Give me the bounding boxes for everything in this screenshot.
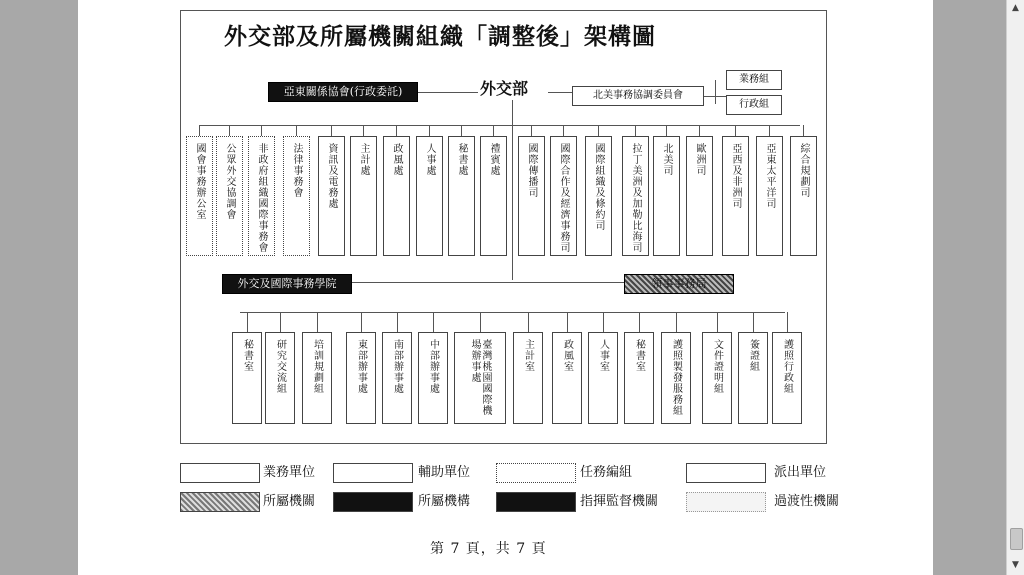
legend-swatch [180,463,260,483]
upper-unit-box [186,136,213,256]
upper-unit-box [383,136,410,256]
upper-unit-box [756,136,783,256]
committee-sub-2: 行政組 [726,95,782,115]
legend-swatch [333,463,413,483]
connector [429,125,430,136]
lower-unit-label: 中部辦事處 [427,339,439,394]
upper-unit-box [480,136,507,256]
lower-unit-box [382,332,412,424]
connector [397,312,398,332]
lower-unit-box [346,332,376,424]
scroll-up-icon[interactable]: ▲ [1012,3,1019,13]
upper-unit-box [216,136,243,256]
legend-label: 所屬機關 [263,494,316,509]
upper-unit-box [448,136,475,256]
upper-unit-box [686,136,713,256]
connector [199,125,200,136]
connector [666,125,667,136]
upper-unit-label: 亞西及非洲司 [730,143,741,209]
upper-unit-label: 歐洲司 [694,143,705,176]
upper-unit-box [416,136,443,256]
lower-unit-box [513,332,543,424]
connector [717,312,718,332]
upper-unit-label: 北美司 [661,143,672,176]
mid-left-bar: 外交及國際事務學院 [222,274,352,294]
upper-unit-label: 國際合作及經濟事務司 [558,143,569,253]
connector [280,312,281,332]
committee-box: 北美事務協調委員會 [572,86,704,106]
lower-unit-label: 護照製發服務組 [670,339,682,416]
connector [676,312,677,332]
legend-swatch [496,492,576,512]
connector [603,312,604,332]
upper-unit-label: 綜合規劃司 [798,143,809,198]
root-label: 外交部 [480,79,529,98]
connector [461,125,462,136]
lower-unit-label: 研究交流組 [274,339,286,394]
legend-swatch [180,492,260,512]
lower-unit-label: 簽證組 [747,339,759,372]
upper-unit-label: 主計處 [358,143,369,176]
lower-unit-box [624,332,654,424]
connector [261,125,262,136]
connector [563,125,564,136]
upper-unit-box [350,136,377,256]
upper-unit-label: 國會事務辦公室 [194,143,205,220]
scroll-down-icon[interactable]: ▼ [1012,560,1019,570]
connector [331,125,332,136]
connector [512,100,513,280]
upper-unit-box [790,136,817,256]
connector [480,312,481,332]
upper-unit-label: 人事處 [424,143,435,176]
connector [787,312,788,332]
upper-unit-box [622,136,649,256]
page-footer: 第 7 頁，共 7 頁 [430,541,547,557]
connector [753,312,754,332]
lower-unit-box [588,332,618,424]
connector [567,312,568,332]
upper-unit-box [550,136,577,256]
legend-swatch [686,463,766,483]
connector [769,125,770,136]
upper-unit-label: 國際傳播司 [526,143,537,198]
upper-unit-label: 秘書處 [456,143,467,176]
lower-unit-label: 臺灣桃園國際機場辦事處 [469,339,491,416]
legend-swatch [333,492,413,512]
legend-label: 過渡性機關 [774,494,840,509]
upper-unit-label: 拉丁美洲及加勒比海司 [630,143,641,253]
legend-swatch [686,492,766,512]
lower-unit-box [232,332,262,424]
lower-unit-label: 人事室 [597,339,609,372]
upper-unit-box [585,136,612,256]
upper-unit-label: 禮賓處 [488,143,499,176]
lower-unit-label: 護照行政組 [781,339,793,394]
connector [699,125,700,136]
connector [548,92,572,93]
lower-unit-box [738,332,768,424]
connector [396,125,397,136]
upper-unit-label: 國際組織及條約司 [593,143,604,231]
upper-unit-label: 公眾外交協調會 [224,143,235,220]
upper-unit-box [518,136,545,256]
legend-swatch [496,463,576,483]
lower-unit-label: 文件證明組 [711,339,723,394]
upper-unit-box [248,136,275,256]
connector [247,312,248,332]
connector [803,125,804,136]
connector [200,125,800,126]
connector [363,125,364,136]
connector [433,312,434,332]
legend-label: 業務單位 [263,465,316,480]
legend-label: 派出單位 [774,465,827,480]
lower-unit-label: 東部辦事處 [355,339,367,394]
legend-label: 任務編組 [580,465,633,480]
connector [531,125,532,136]
connector [317,312,318,332]
lower-unit-box [702,332,732,424]
connector [715,80,716,104]
lower-unit-box [265,332,295,424]
mid-right-bar: 領事事務局 [624,274,734,294]
connector [229,125,230,136]
upper-unit-label: 亞東太平洋司 [764,143,775,209]
lower-unit-label: 秘書室 [241,339,253,372]
lower-unit-box [661,332,691,424]
lower-unit-box [454,332,506,424]
legend-label: 指揮監督機關 [580,494,659,509]
legend-label: 所屬機構 [418,494,471,509]
upper-unit-label: 政風處 [391,143,402,176]
lower-unit-label: 秘書室 [633,339,645,372]
upper-unit-box [653,136,680,256]
committee-sub-1: 業務組 [726,70,782,90]
lower-unit-label: 主計室 [522,339,534,372]
lower-unit-label: 政風室 [561,339,573,372]
lower-unit-box [772,332,802,424]
lower-unit-box [302,332,332,424]
lower-unit-box [418,332,448,424]
upper-unit-box [283,136,310,256]
legend-label: 輔助單位 [418,465,471,480]
connector [639,312,640,332]
upper-unit-label: 資訊及電務處 [326,143,337,209]
connector [493,125,494,136]
top-left-bar: 亞東關係協會(行政委託) [268,82,418,102]
connector [735,125,736,136]
connector [635,125,636,136]
lower-unit-label: 培訓規劃組 [311,339,323,394]
connector [296,125,297,136]
connector [598,125,599,136]
upper-unit-label: 非政府組織國際事務會 [256,143,267,253]
upper-unit-box [722,136,749,256]
page-title: 外交部及所屬機關組織「調整後」架構圖 [224,23,656,50]
connector [704,96,726,97]
lower-unit-label: 南部辦事處 [391,339,403,394]
connector [361,312,362,332]
vertical-scrollbar[interactable] [1006,0,1024,575]
connector [240,312,785,313]
connector [528,312,529,332]
scroll-thumb[interactable] [1010,528,1023,550]
upper-unit-label: 法律事務會 [291,143,302,198]
lower-unit-box [552,332,582,424]
upper-unit-box [318,136,345,256]
